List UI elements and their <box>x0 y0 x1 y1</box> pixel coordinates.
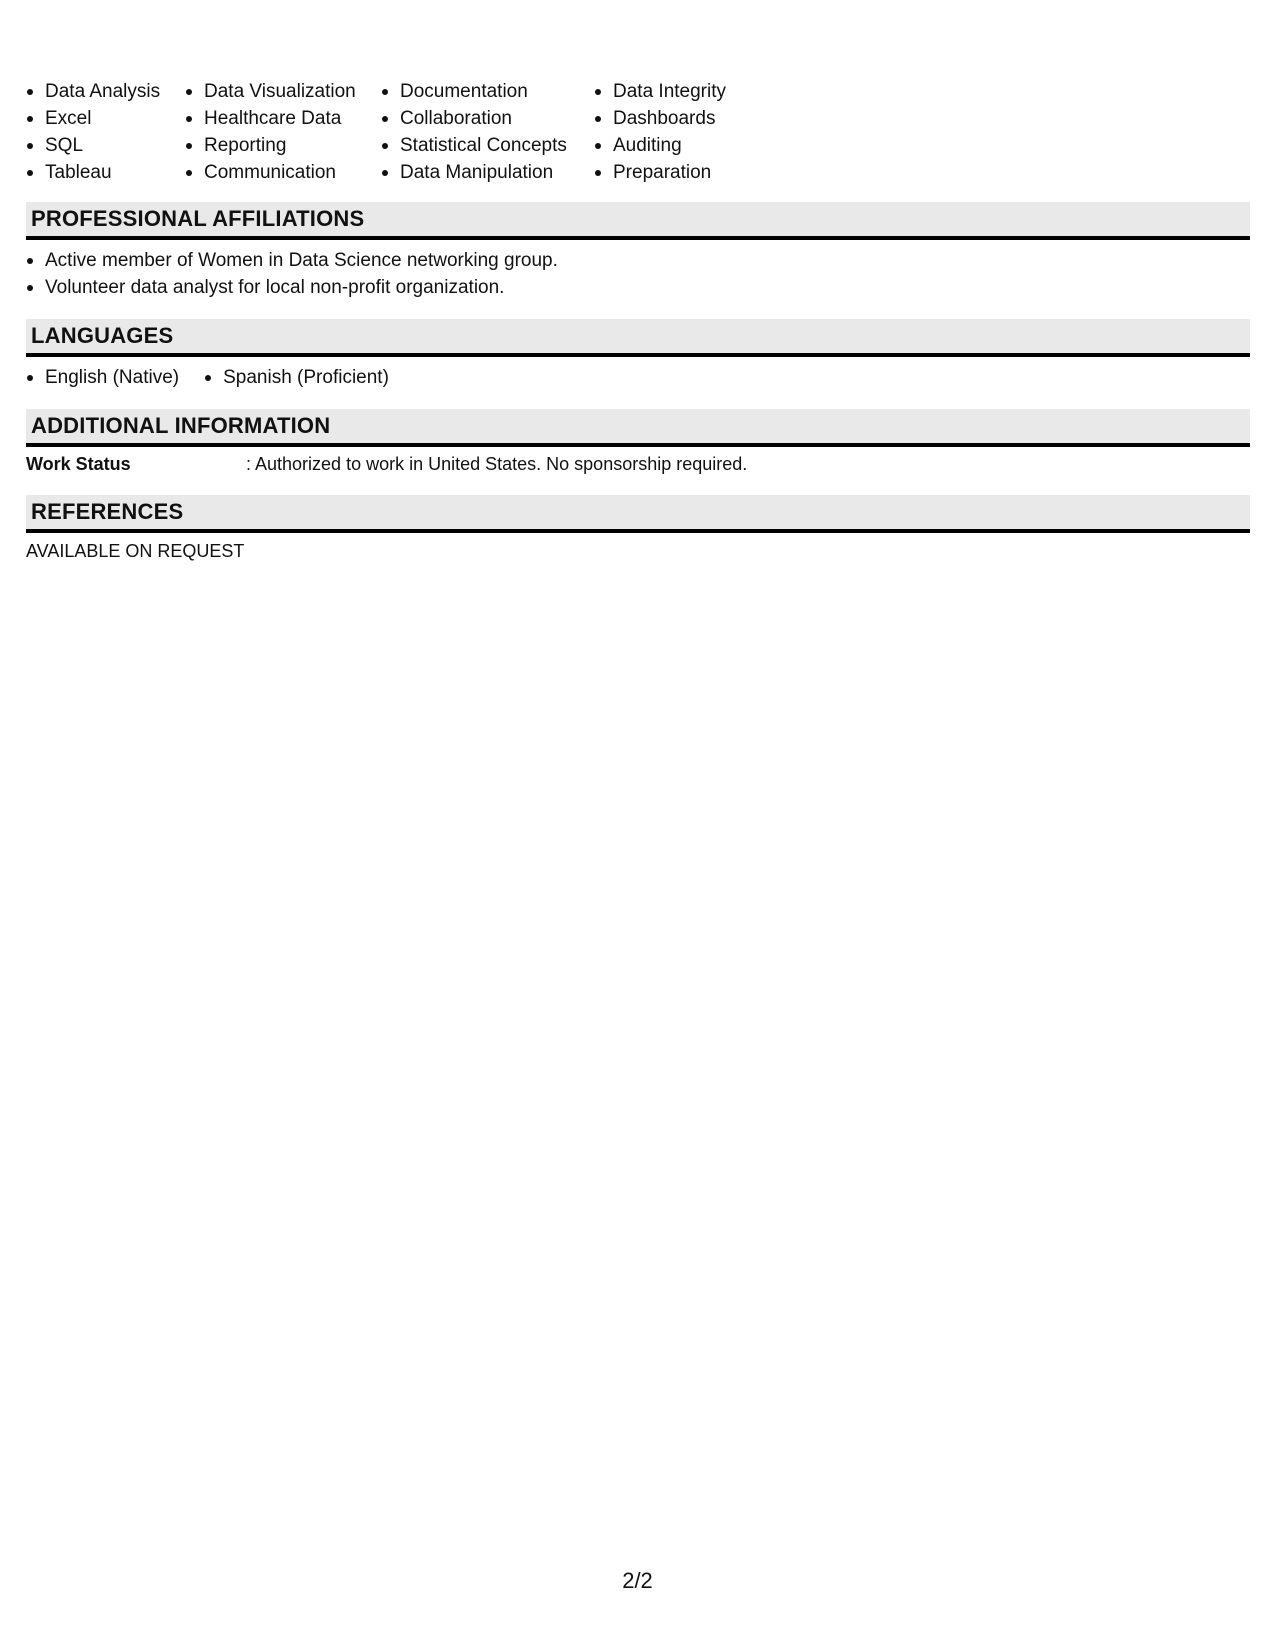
additional-info-section <box>26 409 1250 477</box>
skill-item: Data Visualization <box>185 78 381 105</box>
languages-section <box>26 319 1250 391</box>
section-heading: ADDITIONAL INFORMATION <box>26 409 1250 447</box>
work-status-label: Work Status <box>26 454 131 474</box>
skill-item: Excel <box>26 105 185 132</box>
skill-item: Data Manipulation <box>381 159 594 186</box>
skill-item: Dashboards <box>594 105 794 132</box>
skill-item: Preparation <box>594 159 794 186</box>
work-status-row <box>26 451 1250 477</box>
affiliations-list <box>26 247 1250 301</box>
language-item: Spanish (Proficient) <box>204 364 389 391</box>
references-section <box>26 495 1250 564</box>
skills-grid <box>26 78 1250 186</box>
skill-item: Data Analysis <box>26 78 185 105</box>
languages-list <box>26 364 1250 391</box>
skill-item: Tableau <box>26 159 185 186</box>
references-text: AVAILABLE ON REQUEST <box>26 541 245 561</box>
skill-item: Auditing <box>594 132 794 159</box>
section-heading: LANGUAGES <box>26 319 1250 357</box>
skill-item: Documentation <box>381 78 594 105</box>
section-heading: PROFESSIONAL AFFILIATIONS <box>26 202 1250 240</box>
skill-item: Communication <box>185 159 381 186</box>
skill-item: Statistical Concepts <box>381 132 594 159</box>
page-number: 2/2 <box>622 1568 653 1593</box>
section-heading: REFERENCES <box>26 495 1250 533</box>
skill-item: Data Integrity <box>594 78 794 105</box>
affiliations-section <box>26 202 1250 301</box>
skills-column-2 <box>185 78 381 186</box>
list-item: Active member of Women in Data Science networking group. <box>26 247 1250 274</box>
language-item: English (Native) <box>26 364 179 391</box>
list-item: Volunteer data analyst for local non-profit organization. <box>26 274 1250 301</box>
skill-item: Healthcare Data <box>185 105 381 132</box>
skills-column-4 <box>594 78 794 186</box>
skills-column-3 <box>381 78 594 186</box>
resume-page <box>26 78 1250 582</box>
work-status-value: : Authorized to work in United States. No sponsorship required. <box>246 454 748 474</box>
skills-column-1 <box>26 78 185 186</box>
skill-item: Reporting <box>185 132 381 159</box>
skill-item: SQL <box>26 132 185 159</box>
skill-item: Collaboration <box>381 105 594 132</box>
